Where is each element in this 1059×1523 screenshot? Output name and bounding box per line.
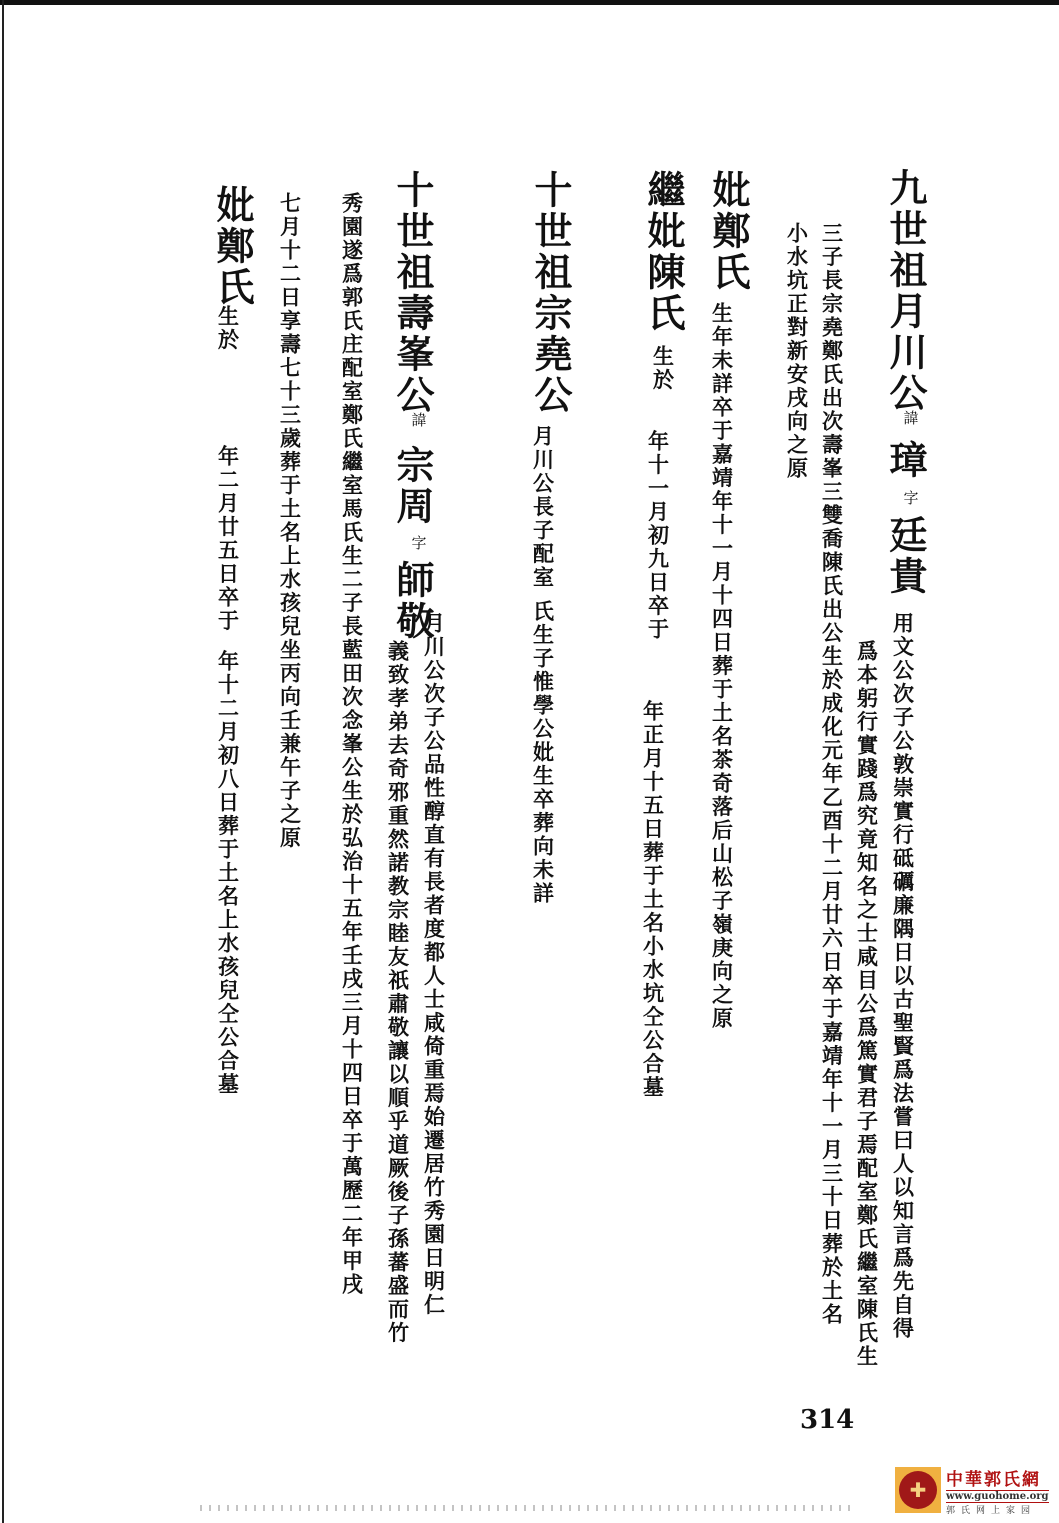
watermark-subtitle: 郭氏网上家园 [946,1505,1037,1516]
heading-second-wife-chen: 繼妣陳氏 [641,170,686,334]
watermark-url: www.guohome.org [946,1490,1049,1502]
watermark-logo [895,1462,1055,1518]
courtesy-name: 師敬 [390,560,435,642]
body-text: 生於 [215,305,241,352]
body-text: 年二月廿五日卒于 [215,445,241,633]
heading-tenth-ancestor-shoufeng: 十世祖壽峯公 [390,170,435,416]
courtesy-name: 廷貴 [883,515,928,597]
watermark-title: 中華郭氏網 [946,1469,1041,1490]
heading-wife-zheng: 妣鄭氏 [210,185,255,308]
page-number: 314 [800,1405,855,1435]
body-text: 年十二月初八日葬于土名上水孩兒仝公合墓 [215,650,241,1097]
seal-icon: ✚ [895,1467,941,1513]
label-taboo-name: 諱 [901,410,920,425]
heading-tenth-ancestor-zongyao: 十世祖宗堯公 [528,170,573,416]
body-text: 爲本躬行實踐爲究竟知名之士咸目公爲篤實君子焉配室鄭氏繼室陳氏生 [854,640,880,1369]
taboo-name: 宗周 [390,445,435,527]
body-text: 年正月十五日葬于土名小水坑仝公合墓 [640,700,666,1100]
heading-wife-zheng: 妣鄭氏 [706,170,751,293]
scan-left-border [2,0,4,1523]
body-text: 月川公次子公品性醇直有長者度都人士咸倚重焉始遷居竹秀園日明仁 [421,612,447,1317]
label-courtesy-name: 字 [409,535,428,550]
body-text: 年十一月初九日卒于 [645,430,671,642]
body-text: 七月十二日享壽七十三歲葬于土名上水孩兒坐丙向壬兼午子之原 [277,192,303,850]
label-courtesy-name: 字 [901,490,920,505]
scan-top-border [0,0,1059,5]
body-text: 義致孝弟去奇邪重然諾教宗睦友祇肅敬讓以順乎道厥後子孫蕃盛而竹 [385,640,411,1345]
body-text: 氏生子惟學公妣生卒葬向未詳 [530,600,556,906]
body-text: 三子長宗堯鄭氏出次壽峯三雙喬陳氏出公生於成化元年乙酉十二月廿六日卒于嘉靖年十一月三十日葬於土名 [819,222,845,1327]
body-text: 小水坑正對新安戌向之原 [784,222,810,481]
taboo-name: 璋 [883,440,928,481]
body-text: 生年未詳卒于嘉靖年十一月十四日葬于土名茶奇落后山松子嶺庚向之原 [709,302,735,1031]
scan-noise [200,1505,850,1511]
body-text: 用文公次子公敦崇實行砥礪廉隅日以古聖賢爲法嘗曰人以知言爲先自得 [890,612,916,1341]
body-text: 月川公長子配室 [530,425,556,590]
body-text: 生於 [650,345,676,392]
heading-ninth-ancestor: 九世祖月川公 [883,168,928,414]
body-text: 秀園遂爲郭氏庄配室鄭氏繼室馬氏生二子長藍田次念峯公生於弘治十五年壬戌三月十四日卒于萬歷二年甲戌 [339,192,365,1297]
label-taboo-name: 諱 [409,412,428,427]
